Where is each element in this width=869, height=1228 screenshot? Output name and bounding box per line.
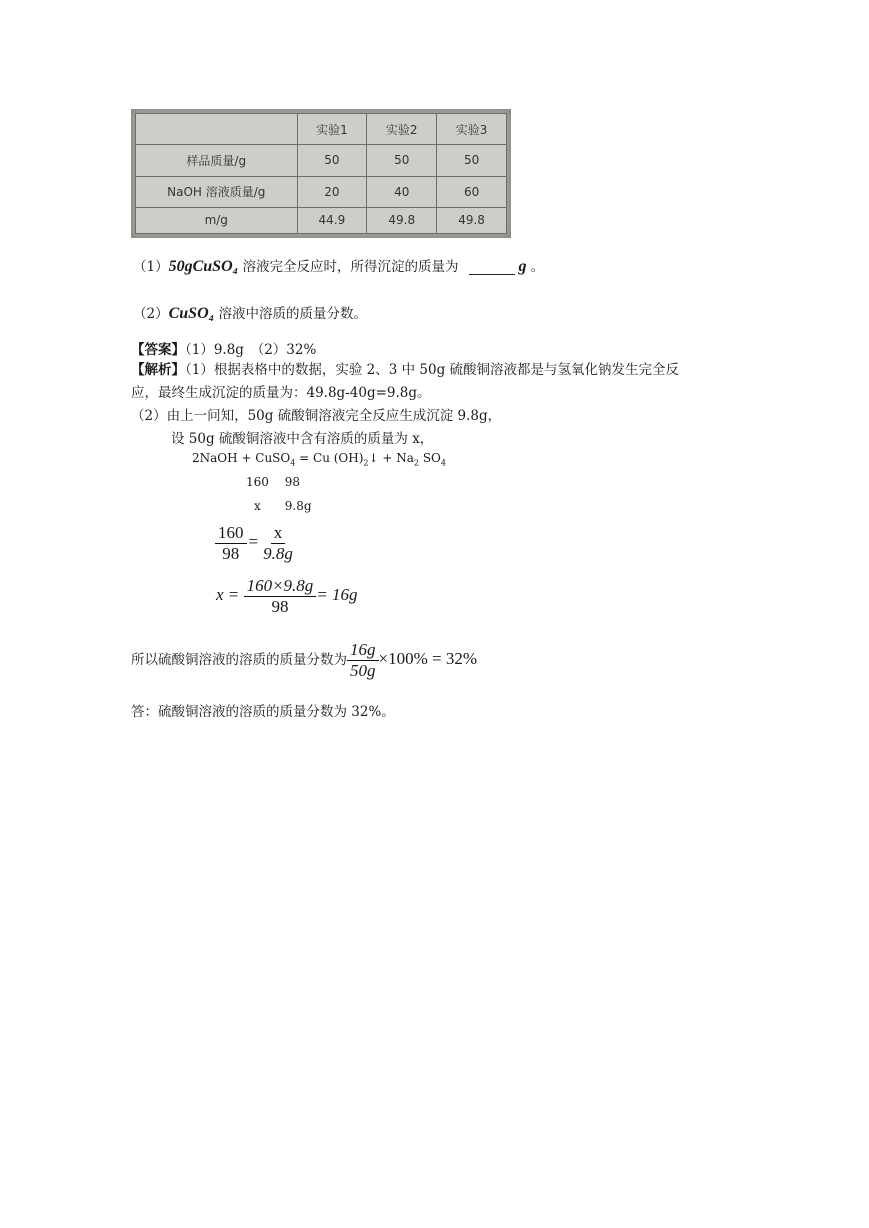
analysis-line-1 xyxy=(131,358,679,378)
row-label: NaOH 溶液质量/g xyxy=(136,176,298,207)
row-label: 样品质量/g xyxy=(136,145,298,176)
denominator: 50g xyxy=(350,661,376,680)
experiment-table-photo xyxy=(131,109,511,238)
solve-equation xyxy=(216,576,358,617)
table-header-row xyxy=(136,114,507,145)
numerator: 16g xyxy=(347,640,379,661)
punctuation: 。 xyxy=(530,259,545,275)
percentage-prefix: 所以硫酸铜溶液的溶质的质量分数为 xyxy=(131,652,347,668)
table-header-cell: 实验2 xyxy=(367,114,437,145)
table-cell: 20 xyxy=(297,176,367,207)
percentage-result: ×100% = 32% xyxy=(378,649,477,668)
ratio-line-2: x 9.8g xyxy=(254,499,312,513)
table-cell: 40 xyxy=(367,176,437,207)
denominator: 9.8g xyxy=(263,544,293,563)
analysis-line-2: 应，最终生成沉淀的质量为：49.8g-40g=9.8g。 xyxy=(131,385,431,401)
table-cell: 60 xyxy=(437,176,507,207)
table-row xyxy=(136,145,507,176)
table-cell: 50 xyxy=(437,145,507,176)
denominator: 98 xyxy=(271,597,289,616)
answer-text: （1）9.8g （2）32% xyxy=(185,342,317,358)
numerator: 160 xyxy=(215,523,247,544)
table-header-cell: 实验3 xyxy=(437,114,507,145)
fraction xyxy=(260,523,296,564)
numerator: 160×9.8g xyxy=(244,576,317,597)
analysis-text: （1）根据表格中的数据，实验 2、3 中 50g 硫酸铜溶液都是与氢氧化钠发生完全反 xyxy=(185,362,680,378)
table-header-cell: 实验1 xyxy=(297,114,367,145)
question-number: （1） xyxy=(133,259,169,275)
proportion-equation: $\frac{160}{98}$ = $\frac{x}{9.8g}$ xyxy=(215,523,296,564)
table-cell: 50 xyxy=(297,145,367,176)
analysis-line-4: 设 50g 硫酸铜溶液中含有溶质的质量为 x， xyxy=(171,431,434,447)
table-row xyxy=(136,176,507,207)
answer-tag: 【答案】 xyxy=(131,342,185,358)
answer-blank[interactable] xyxy=(469,260,515,275)
question-text: 溶液完全反应时，所得沉淀的质量为 xyxy=(242,259,459,275)
percentage-line xyxy=(131,640,477,681)
ratio-line-1: 160 98 xyxy=(246,475,300,489)
table-cell: 49.8 xyxy=(367,207,437,233)
x-result: = 16g xyxy=(316,585,358,604)
table-cell: 49.8 xyxy=(437,207,507,233)
table-cell: 44.9 xyxy=(297,207,367,233)
table-header-cell xyxy=(136,114,298,145)
chemical-equation: 2NaOH + CuSO$_4$ = Cu $(OH)_2↓ + Na_2$ $SO_4$ xyxy=(192,451,446,468)
table-row xyxy=(136,207,507,233)
formula: 50gCuSO₄ xyxy=(168,258,239,275)
fraction xyxy=(215,523,247,564)
analysis-tag: 【解析】 xyxy=(131,362,185,378)
formula: CuSO₄ xyxy=(168,305,215,322)
analysis-line-3: （2）由上一问知，50g 硫酸铜溶液完全反应生成沉淀 9.8g， xyxy=(131,408,502,424)
row-label: m/g xyxy=(136,207,298,233)
question-2 xyxy=(133,302,367,323)
x-label: x = xyxy=(216,585,240,604)
denominator: 98 xyxy=(222,544,240,563)
final-answer: 答：硫酸铜溶液的溶质的质量分数为 32%。 xyxy=(131,704,395,720)
numerator: x xyxy=(271,523,286,544)
question-1 xyxy=(133,255,544,276)
fraction xyxy=(244,576,317,617)
table-cell: 50 xyxy=(367,145,437,176)
unit: g xyxy=(518,258,527,275)
experiment-table xyxy=(135,113,507,234)
question-text: 溶液中溶质的质量分数。 xyxy=(218,306,367,322)
answer-line xyxy=(131,338,316,358)
question-number: （2） xyxy=(133,306,169,322)
fraction xyxy=(347,640,379,681)
